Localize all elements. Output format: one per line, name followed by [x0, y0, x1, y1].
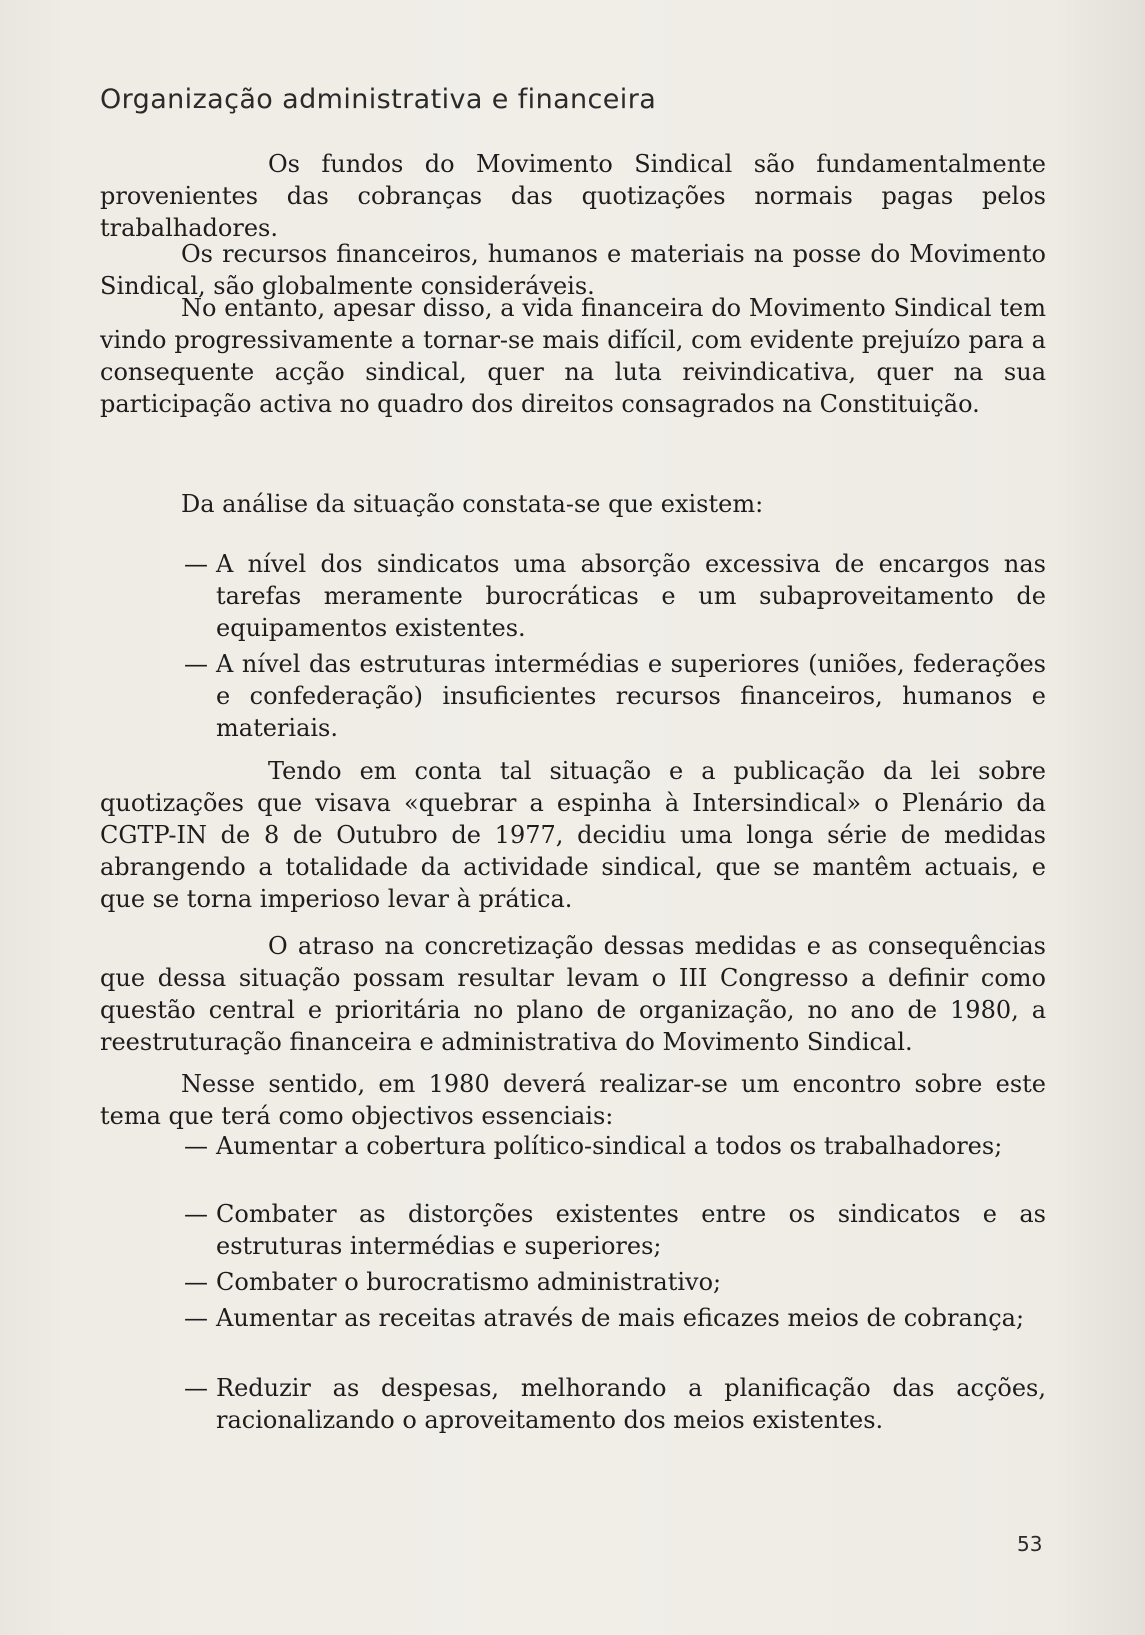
- finding-text: A nível das estruturas intermédias e superiores (uniões, federações e confederação) insuficientes recursos financeiros, humanos e materiais.: [216, 650, 1046, 742]
- paragraph-funds: Os fundos do Movimento Sindical são fundamentalmente provenientes das cobranças das quotizações normais pagas pelos trabalhadores.: [100, 150, 1046, 242]
- dash-bullet: —: [184, 1200, 208, 1228]
- paragraph-congress: O atraso na concretização dessas medidas e as consequências que dessa situação possam resultar levam o III Congresso a definir como questão central e prioritária no plano de organização, no ano de 1980, a reestruturação financeira e administrativa do Movimento Sindical.: [100, 932, 1046, 1056]
- objective-item: [184, 1266, 1046, 1298]
- dash-bullet: —: [184, 1374, 208, 1402]
- objective-text: Combater as distorções existentes entre os sindicatos e as estruturas intermédias e superiores;: [216, 1200, 1046, 1260]
- dash-bullet: —: [184, 550, 208, 578]
- dash-bullet: —: [184, 1268, 208, 1296]
- dash-bullet: —: [184, 1132, 208, 1160]
- paragraph-difficulties: No entanto, apesar disso, a vida financeira do Movimento Sindical tem vindo progressivamente a tornar-se mais difícil, com evidente prejuízo para a consequente acção sindical, quer na luta reivindicativa, quer na sua participação activa no quadro dos direitos consagrados na Constituição.: [100, 294, 1046, 418]
- dash-bullet: —: [184, 1304, 208, 1332]
- finding-item: [184, 648, 1046, 744]
- paragraph-meeting: Nesse sentido, em 1980 deverá realizar-se um encontro sobre este tema que terá como objectivos essenciais:: [100, 1070, 1046, 1130]
- finding-item: [184, 548, 1046, 644]
- objective-item: [184, 1198, 1046, 1262]
- objective-text: Combater o burocratismo administrativo;: [216, 1268, 722, 1296]
- dash-bullet: —: [184, 650, 208, 678]
- objective-text: Aumentar as receitas através de mais eficazes meios de cobrança;: [216, 1304, 1025, 1332]
- paragraph-analysis-intro: Da análise da situação constata-se que existem:: [181, 490, 764, 518]
- finding-text: A nível dos sindicatos uma absorção excessiva de encargos nas tarefas meramente burocráticas e um subaproveitamento de equipamentos existentes.: [216, 550, 1046, 642]
- section-heading: Organização administrativa e financeira: [100, 84, 657, 115]
- objective-item: [184, 1302, 1046, 1334]
- objective-item: [184, 1372, 1046, 1436]
- paragraph-resources: Os recursos financeiros, humanos e materiais na posse do Movimento Sindical, são globalmente consideráveis.: [100, 240, 1046, 300]
- objective-text: Aumentar a cobertura político-sindical a todos os trabalhadores;: [216, 1132, 1003, 1160]
- page-number: 53: [1017, 1532, 1043, 1556]
- paragraph-plenary: Tendo em conta tal situação e a publicação da lei sobre quotizações que visava «quebrar a espinha à Intersindical» o Plenário da CGTP-IN de 8 de Outubro de 1977, decidiu uma longa série de medidas abrangendo a totalidade da actividade sindical, que se mantêm actuais, e que se torna imperioso levar à prática.: [100, 757, 1046, 913]
- objective-item: [184, 1130, 1046, 1162]
- objective-text: Reduzir as despesas, melhorando a planificação das acções, racionalizando o aproveitamento dos meios existentes.: [216, 1374, 1046, 1434]
